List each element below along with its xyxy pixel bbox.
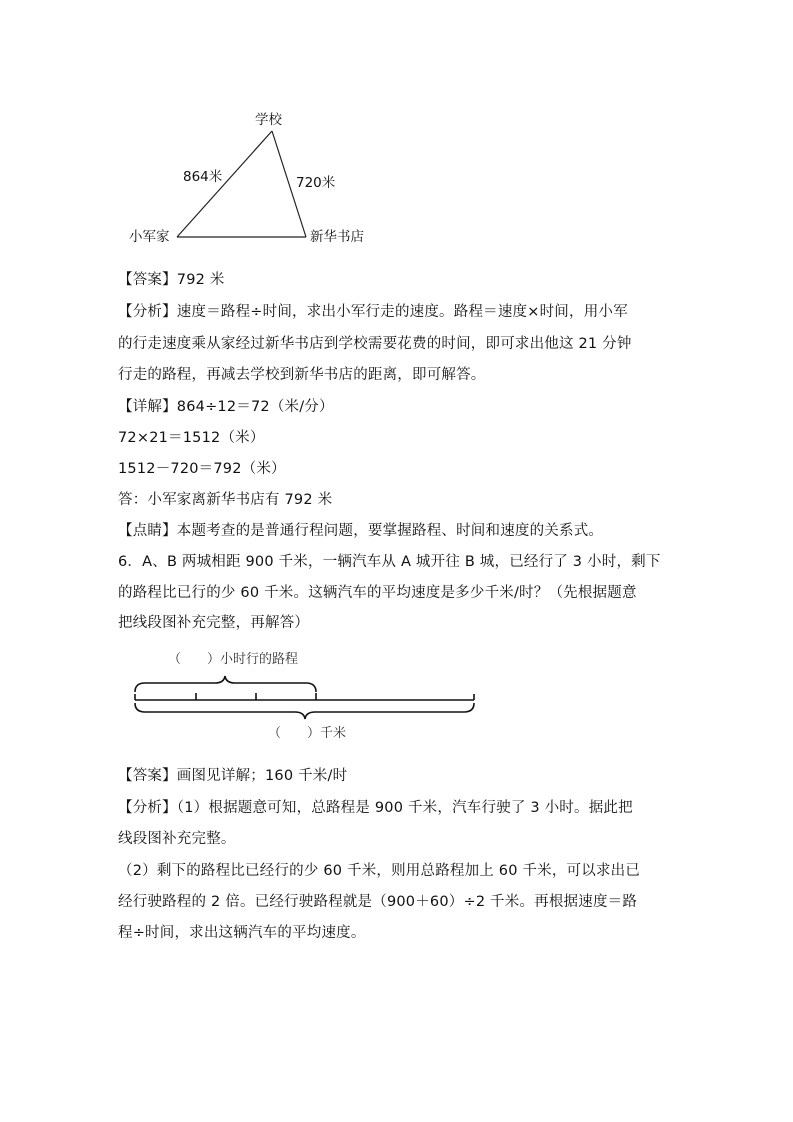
vertex-label-bookstore: 新华书店 bbox=[310, 229, 364, 245]
q6-analysis-line-3: （2）剩下的路程比已经行的少 60 千米，则用总路程加上 60 千米，可以求出已 bbox=[118, 863, 641, 879]
q6-analysis-line-4: 经行驶路程的 2 倍。已经行驶路程就是（900＋60）÷2 千米。再根据速度＝路 bbox=[118, 894, 638, 910]
q5-analysis-line-1: 【分析】速度＝路程÷时间，求出小军行走的速度。路程＝速度×时间，用小军 bbox=[118, 304, 628, 320]
q6-question-line-3: 把线段图补充完整，再解答） bbox=[118, 615, 310, 631]
q6-question-line-1: 6．A、B 两城相距 900 千米，一辆汽车从 A 城开往 B 城，已经行了 3 小时，剩下 bbox=[118, 554, 661, 570]
side-label-school-bookstore: 720米 bbox=[296, 175, 336, 191]
top-brace bbox=[135, 676, 316, 692]
diagram-bottom-label: （ ）千米 bbox=[268, 726, 347, 741]
q5-comment: 【点睛】本题考查的是普通行程问题，要掌握路程、时间和速度的关系式。 bbox=[118, 523, 604, 539]
q6-analysis-line-1: 【分析】（1）根据题意可知，总路程是 900 千米，汽车行驶了 3 小时。据此把 bbox=[118, 800, 633, 816]
q6-analysis-line-5: 程÷时间，求出这辆汽车的平均速度。 bbox=[118, 925, 366, 941]
q6-question-line-2: 的路程比已行的少 60 千米。这辆汽车的平均速度是多少千米/时？（先根据题意 bbox=[118, 585, 637, 601]
q6-answer: 【答案】画图见详解；160 千米/时 bbox=[118, 768, 348, 784]
side-label-home-school: 864米 bbox=[183, 169, 223, 185]
bottom-brace bbox=[135, 703, 474, 719]
q5-analysis-line-3: 行走的路程，再减去学校到新华书店的距离，即可解答。 bbox=[118, 367, 486, 383]
q6-analysis-line-2: 线段图补充完整。 bbox=[118, 831, 236, 847]
q5-detail-line-2: 72×21＝1512（米） bbox=[118, 430, 265, 446]
q5-analysis-line-2: 的行走速度乘从家经过新华书店到学校需要花费的时间，即可求出他这 21 分钟 bbox=[118, 336, 632, 352]
segment-diagram bbox=[135, 676, 474, 719]
vertex-label-home: 小军家 bbox=[129, 229, 170, 245]
q5-detail-line-3: 1512－720＝792（米） bbox=[118, 461, 286, 477]
vertex-label-school: 学校 bbox=[255, 112, 282, 128]
q5-final-answer: 答：小军家离新华书店有 792 米 bbox=[118, 492, 333, 508]
q5-detail-line-1: 【详解】864÷12＝72（米/分） bbox=[118, 399, 334, 415]
diagram-top-label: （ ）小时行的路程 bbox=[168, 652, 299, 667]
q5-answer: 【答案】792 米 bbox=[118, 272, 225, 288]
